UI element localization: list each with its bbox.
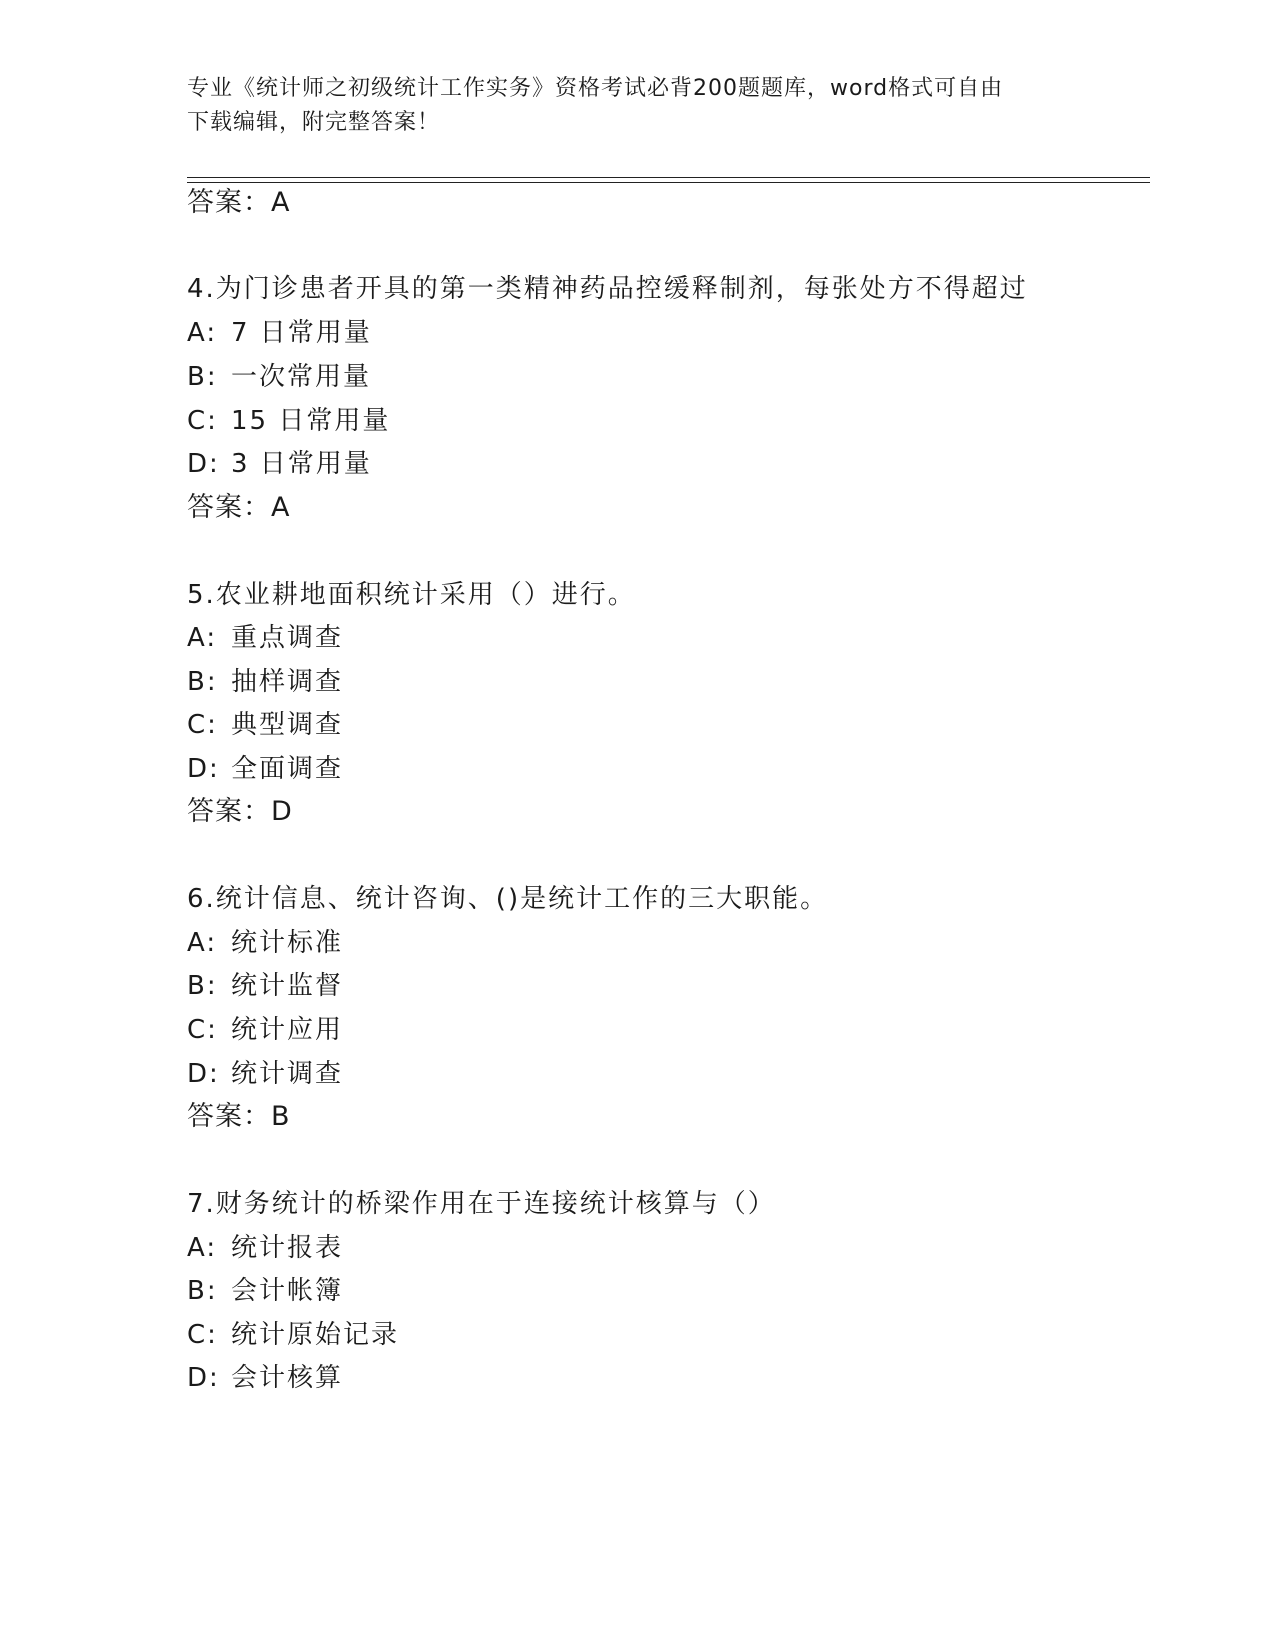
option-text: 重点调查 xyxy=(231,623,344,653)
answer-line: 答案：D xyxy=(187,796,293,827)
option-letter: A: xyxy=(187,1233,218,1263)
option-text: 一次常用量 xyxy=(231,362,372,392)
option-letter: A: xyxy=(187,623,218,653)
option-letter: A: xyxy=(187,928,218,958)
option-c xyxy=(187,1013,343,1047)
option-a xyxy=(187,316,372,350)
option-b xyxy=(187,1274,343,1308)
header-divider-double xyxy=(187,182,1150,183)
option-letter: D: xyxy=(187,1059,220,1089)
option-text: 统计监督 xyxy=(231,971,344,1001)
option-c xyxy=(187,1318,399,1352)
option-b xyxy=(187,969,343,1003)
option-letter: C: xyxy=(187,1015,218,1045)
option-letter: C: xyxy=(187,710,218,740)
header-line-2: 下载编辑，附完整答案！ xyxy=(187,110,441,135)
option-b xyxy=(187,665,343,699)
option-text: 会计帐簿 xyxy=(231,1276,344,1306)
option-text: 统计调查 xyxy=(231,1059,344,1089)
option-a xyxy=(187,926,343,960)
option-letter: C: xyxy=(187,1320,218,1350)
option-text: 统计原始记录 xyxy=(231,1320,400,1350)
answer-line: 答案：B xyxy=(187,1101,291,1132)
option-text: 会计核算 xyxy=(231,1363,344,1393)
header-line-1: 专业《统计师之初级统计工作实务》资格考试必背200题题库，word格式可自由 xyxy=(187,76,1004,101)
option-b xyxy=(187,360,371,394)
option-letter: D: xyxy=(187,754,220,784)
option-letter: A: xyxy=(187,318,218,348)
option-a xyxy=(187,621,343,655)
option-d xyxy=(187,1361,343,1395)
document-header xyxy=(187,72,1087,140)
option-text: 统计报表 xyxy=(231,1233,344,1263)
header-divider xyxy=(187,177,1150,178)
option-text: 典型调查 xyxy=(231,710,344,740)
answer-line: 答案：A xyxy=(187,492,291,523)
question-stem: 7.财务统计的桥梁作用在于连接统计核算与（） xyxy=(187,1189,776,1219)
question-stem: 6.统计信息、统计咨询、()是统计工作的三大职能。 xyxy=(187,884,829,914)
option-d xyxy=(187,752,343,786)
option-a xyxy=(187,1231,343,1265)
option-letter: D: xyxy=(187,1363,220,1393)
option-text: 统计应用 xyxy=(231,1015,344,1045)
option-text: 统计标准 xyxy=(231,928,344,958)
option-d xyxy=(187,447,372,481)
option-d xyxy=(187,1057,343,1091)
option-text: 3 日常用量 xyxy=(231,449,372,479)
option-text: 全面调查 xyxy=(231,754,344,784)
option-text: 抽样调查 xyxy=(231,667,344,697)
question-stem: 4.为门诊患者开具的第一类精神药品控缓释制剂，每张处方不得超过 xyxy=(187,274,1028,304)
option-text: 15 日常用量 xyxy=(231,406,391,436)
option-c xyxy=(187,404,390,438)
option-letter: B: xyxy=(187,1276,218,1306)
option-letter: C: xyxy=(187,406,218,436)
option-letter: B: xyxy=(187,971,218,1001)
option-letter: B: xyxy=(187,362,218,392)
option-letter: B: xyxy=(187,667,218,697)
option-letter: D: xyxy=(187,449,220,479)
question-stem: 5.农业耕地面积统计采用（）进行。 xyxy=(187,580,636,610)
previous-answer: 答案：A xyxy=(187,187,291,218)
option-text: 7 日常用量 xyxy=(231,318,372,348)
option-c xyxy=(187,708,343,742)
